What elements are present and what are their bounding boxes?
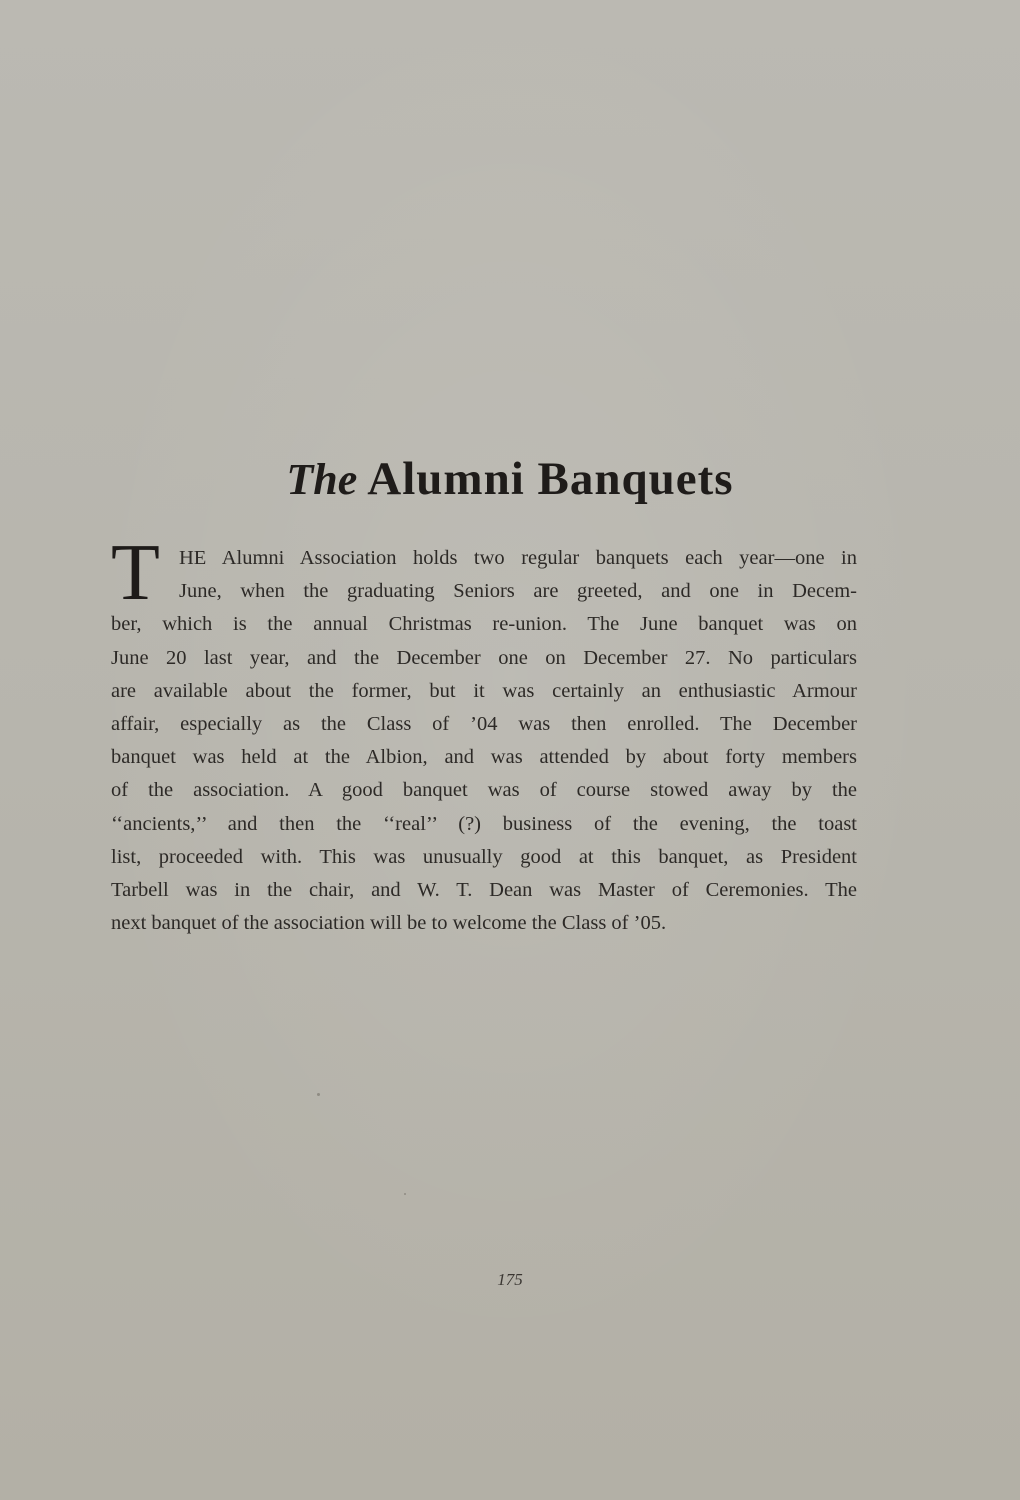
title-prefix: The <box>286 455 358 504</box>
body-line: ‘‘ancients,’’ and then the ‘‘real’’ (?) business of the evening, the toast <box>111 812 857 835</box>
body-line: June, when the graduating Seniors are greeted, and one in Decem- <box>179 580 857 603</box>
body-line: banquet was held at the Albion, and was attended by about forty members <box>111 746 857 769</box>
paper-speck <box>404 1193 406 1195</box>
page-title <box>0 452 1020 506</box>
body-line: June 20 last year, and the December one on December 27. No particulars <box>111 646 857 669</box>
body-line: are available about the former, but it was certainly an enthusiastic Armour <box>111 679 857 702</box>
article-body <box>111 529 857 940</box>
body-line: ber, which is the annual Christmas re-union. The June banquet was on <box>111 613 857 636</box>
drop-cap: T <box>111 529 160 617</box>
paper-speck <box>317 1093 320 1096</box>
body-line: of the association. A good banquet was of course stowed away by the <box>111 779 857 802</box>
body-line: list, proceeded with. This was unusually good at this banquet, as President <box>111 845 857 868</box>
page-number: 175 <box>497 1270 523 1289</box>
body-line: Tarbell was in the chair, and W. T. Dean was Master of Ceremonies. The <box>111 878 857 901</box>
body-line: next banquet of the association will be to welcome the Class of ’05. <box>111 912 667 935</box>
body-line: affair, especially as the Class of ’04 was then enrolled. The December <box>111 712 857 735</box>
body-line: HE Alumni Association holds two regular banquets each year—one in <box>179 547 857 569</box>
title-main: Alumni Banquets <box>367 453 734 505</box>
